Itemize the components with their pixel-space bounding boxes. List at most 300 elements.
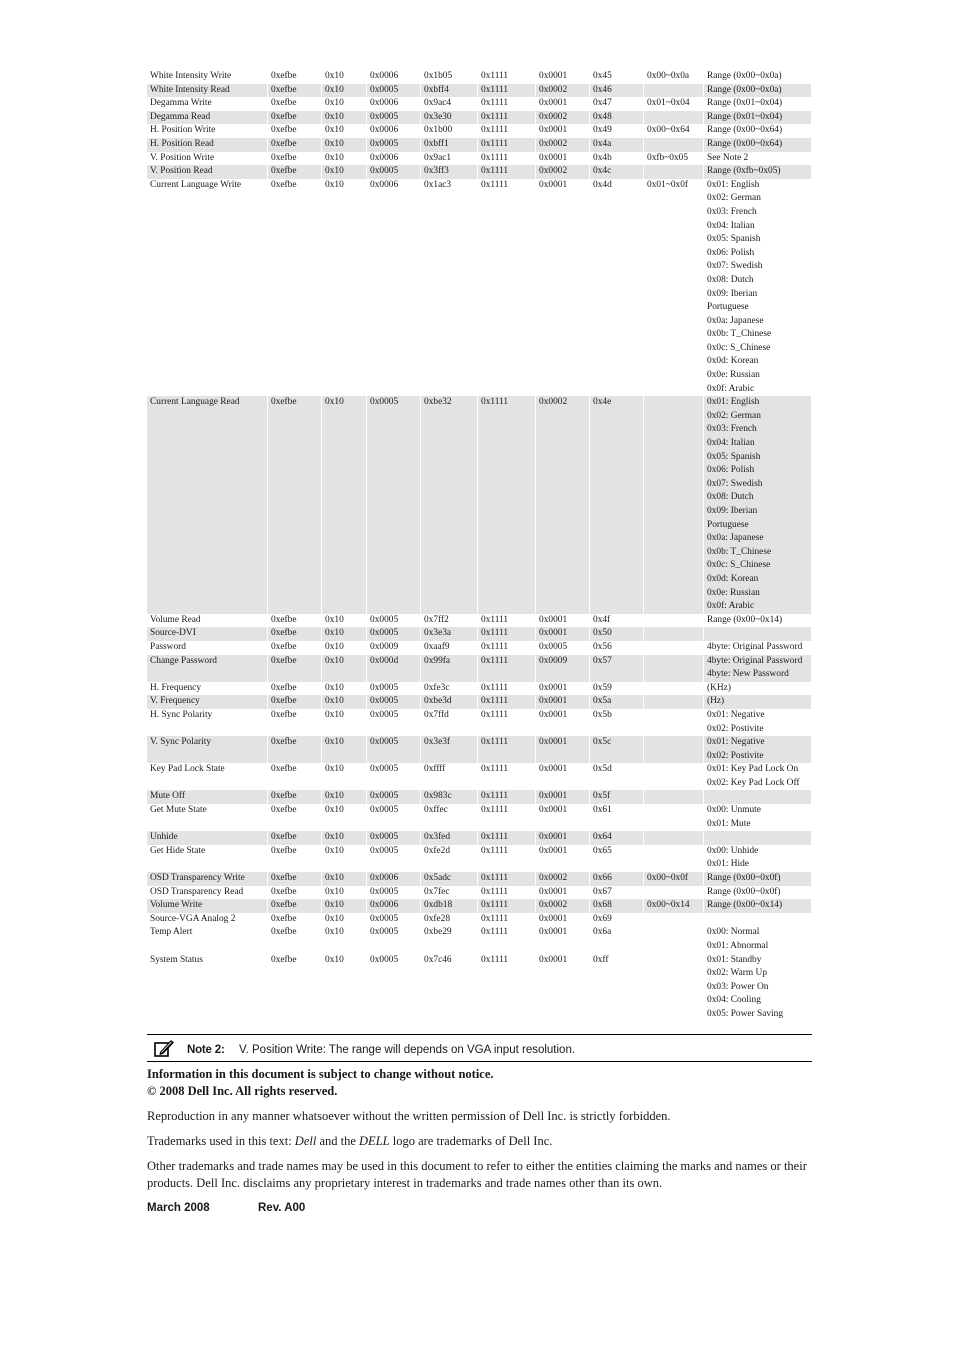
header-cell: 0xefbe [268, 763, 322, 790]
description-cell [704, 627, 812, 641]
command-name: V. Sync Polarity [147, 736, 268, 763]
command-name: Key Pad Lock State [147, 763, 268, 790]
code-cell: 0x5c [590, 736, 644, 763]
description-cell: 0x01: Negative 0x02: Postivite [704, 709, 812, 736]
command-table-wrapper [147, 70, 812, 1022]
checksum-cell: 0xffff [421, 763, 478, 790]
command-name: H. Sync Polarity [147, 709, 268, 736]
subcommand-cell: 0x0002 [536, 138, 590, 152]
value-range-cell [644, 84, 704, 98]
description-cell: 4byte: Original Password 4byte: New Password [704, 655, 812, 682]
table-row [147, 124, 812, 138]
data-length-cell: 0x0006 [367, 152, 421, 166]
id-cell: 0x1111 [478, 804, 536, 831]
header-cell: 0xefbe [268, 138, 322, 152]
command-name: Temp Alert [147, 926, 268, 953]
description-cell: Range (0x00~0x0f) [704, 872, 812, 886]
header-cell: 0xefbe [268, 804, 322, 831]
subcommand-cell: 0x0002 [536, 165, 590, 179]
command-name: Current Language Read [147, 396, 268, 614]
subcommand-cell: 0x0002 [536, 899, 590, 913]
document-date-revision [147, 1202, 305, 1214]
value-range-cell: 0x00~0x64 [644, 124, 704, 138]
table-row [147, 627, 812, 641]
subcommand-cell: 0x0001 [536, 886, 590, 900]
description-cell: Range (0x00~0x0f) [704, 886, 812, 900]
code-cell: 0x46 [590, 84, 644, 98]
code-cell: 0x4d [590, 179, 644, 397]
value-range-cell [644, 641, 704, 655]
id-cell: 0x1111 [478, 695, 536, 709]
checksum-cell: 0x3ff3 [421, 165, 478, 179]
data-length-cell: 0x0005 [367, 790, 421, 804]
command-name: Volume Read [147, 614, 268, 628]
command-name: Source-DVI [147, 627, 268, 641]
length-field-cell: 0x10 [322, 790, 367, 804]
header-cell: 0xefbe [268, 790, 322, 804]
code-cell: 0x50 [590, 627, 644, 641]
header-cell: 0xefbe [268, 709, 322, 736]
checksum-cell: 0xbff4 [421, 84, 478, 98]
command-name: Degamma Read [147, 111, 268, 125]
length-field-cell: 0x10 [322, 655, 367, 682]
id-cell: 0x1111 [478, 124, 536, 138]
command-name: Get Hide State [147, 845, 268, 872]
length-field-cell: 0x10 [322, 709, 367, 736]
value-range-cell [644, 709, 704, 736]
id-cell: 0x1111 [478, 70, 536, 84]
command-name: Current Language Write [147, 179, 268, 397]
description-cell: 0x01: English 0x02: German 0x03: French 0x04: Italian 0x05: Spanish 0x06: Polish 0x07: Swedish 0x08: Dutch 0x09: Iberian Portuguese 0x0a: Japanese 0x0b: T_Chinese 0x0c: S_Chinese 0x0d: Korean 0x0e: Russian 0x0f: Arabic [704, 396, 812, 614]
subcommand-cell: 0x0001 [536, 831, 590, 845]
code-cell: 0x68 [590, 899, 644, 913]
header-cell: 0xefbe [268, 655, 322, 682]
code-cell: 0x47 [590, 97, 644, 111]
table-row [147, 709, 812, 736]
id-cell: 0x1111 [478, 763, 536, 790]
length-field-cell: 0x10 [322, 926, 367, 953]
command-name: OSD Transparency Write [147, 872, 268, 886]
checksum-cell: 0xbff1 [421, 138, 478, 152]
subcommand-cell: 0x0002 [536, 111, 590, 125]
header-cell: 0xefbe [268, 845, 322, 872]
checksum-cell: 0xbe29 [421, 926, 478, 953]
value-range-cell [644, 913, 704, 927]
value-range-cell: 0x00~0x0f [644, 872, 704, 886]
header-cell: 0xefbe [268, 926, 322, 953]
id-cell: 0x1111 [478, 179, 536, 397]
length-field-cell: 0x10 [322, 84, 367, 98]
table-row [147, 804, 812, 831]
trademark-dell: Dell [294, 1134, 317, 1148]
notice-line-1: Information in this document is subject to change without notice. [147, 1067, 494, 1081]
table-row [147, 111, 812, 125]
description-cell: Range (0x00~0x0a) [704, 84, 812, 98]
description-cell: 0x00: Unhide 0x01: Hide [704, 845, 812, 872]
subcommand-cell: 0x0001 [536, 682, 590, 696]
length-field-cell: 0x10 [322, 627, 367, 641]
checksum-cell: 0x3e3f [421, 736, 478, 763]
table-row [147, 152, 812, 166]
command-name: White Intensity Write [147, 70, 268, 84]
length-field-cell: 0x10 [322, 872, 367, 886]
data-length-cell: 0x0005 [367, 709, 421, 736]
command-name: System Status [147, 954, 268, 1022]
header-cell: 0xefbe [268, 179, 322, 397]
checksum-cell: 0xfe28 [421, 913, 478, 927]
description-cell: (KHz) [704, 682, 812, 696]
code-cell: 0x57 [590, 655, 644, 682]
data-length-cell: 0x0006 [367, 179, 421, 397]
length-field-cell: 0x10 [322, 111, 367, 125]
description-cell: 0x01: English 0x02: German 0x03: French 0x04: Italian 0x05: Spanish 0x06: Polish 0x07: Swedish 0x08: Dutch 0x09: Iberian Portuguese 0x0a: Japanese 0x0b: T_Chinese 0x0c: S_Chinese 0x0d: Korean 0x0e: Russian 0x0f: Arabic [704, 179, 812, 397]
id-cell: 0x1111 [478, 790, 536, 804]
length-field-cell: 0x10 [322, 899, 367, 913]
id-cell: 0x1111 [478, 886, 536, 900]
value-range-cell [644, 165, 704, 179]
value-range-cell [644, 655, 704, 682]
length-field-cell: 0x10 [322, 682, 367, 696]
checksum-cell: 0x1ac3 [421, 179, 478, 397]
id-cell: 0x1111 [478, 872, 536, 886]
checksum-cell: 0x7c46 [421, 954, 478, 1022]
table-row [147, 695, 812, 709]
value-range-cell [644, 790, 704, 804]
id-cell: 0x1111 [478, 165, 536, 179]
trademark-dell-logo: DELL [359, 1134, 390, 1148]
data-length-cell: 0x000d [367, 655, 421, 682]
code-cell: 0x6a [590, 926, 644, 953]
subcommand-cell: 0x0001 [536, 152, 590, 166]
id-cell: 0x1111 [478, 655, 536, 682]
data-length-cell: 0x0009 [367, 641, 421, 655]
description-cell: 0x01: Standby 0x02: Warm Up 0x03: Power On 0x04: Cooling 0x05: Power Saving [704, 954, 812, 1022]
length-field-cell: 0x10 [322, 954, 367, 1022]
header-cell: 0xefbe [268, 627, 322, 641]
id-cell: 0x1111 [478, 84, 536, 98]
id-cell: 0x1111 [478, 97, 536, 111]
length-field-cell: 0x10 [322, 124, 367, 138]
command-name: Unhide [147, 831, 268, 845]
description-cell: See Note 2 [704, 152, 812, 166]
code-cell: 0x5d [590, 763, 644, 790]
data-length-cell: 0x0005 [367, 926, 421, 953]
data-length-cell: 0x0006 [367, 872, 421, 886]
checksum-cell: 0x7ffd [421, 709, 478, 736]
subcommand-cell: 0x0005 [536, 641, 590, 655]
code-cell: 0x4b [590, 152, 644, 166]
id-cell: 0x1111 [478, 913, 536, 927]
pencil-note-icon [153, 1038, 175, 1058]
trademarks-and-the: and the [316, 1134, 360, 1148]
header-cell: 0xefbe [268, 641, 322, 655]
data-length-cell: 0x0005 [367, 845, 421, 872]
code-cell: 0x67 [590, 886, 644, 900]
length-field-cell: 0x10 [322, 165, 367, 179]
command-name: OSD Transparency Read [147, 886, 268, 900]
table-row [147, 926, 812, 953]
code-cell: 0x5b [590, 709, 644, 736]
subcommand-cell: 0x0001 [536, 913, 590, 927]
subcommand-cell: 0x0002 [536, 84, 590, 98]
header-cell: 0xefbe [268, 695, 322, 709]
description-cell: Range (0x00~0x14) [704, 614, 812, 628]
data-length-cell: 0x0005 [367, 736, 421, 763]
checksum-cell: 0x1b00 [421, 124, 478, 138]
value-range-cell [644, 926, 704, 953]
length-field-cell: 0x10 [322, 913, 367, 927]
table-row [147, 899, 812, 913]
length-field-cell: 0x10 [322, 695, 367, 709]
data-length-cell: 0x0006 [367, 899, 421, 913]
length-field-cell: 0x10 [322, 614, 367, 628]
value-range-cell: 0x00~0x14 [644, 899, 704, 913]
checksum-cell: 0x3e30 [421, 111, 478, 125]
data-length-cell: 0x0005 [367, 165, 421, 179]
header-cell: 0xefbe [268, 111, 322, 125]
id-cell: 0x1111 [478, 926, 536, 953]
id-cell: 0x1111 [478, 845, 536, 872]
length-field-cell: 0x10 [322, 831, 367, 845]
checksum-cell: 0x7ff2 [421, 614, 478, 628]
checksum-cell: 0x983c [421, 790, 478, 804]
table-row [147, 614, 812, 628]
subcommand-cell: 0x0001 [536, 926, 590, 953]
value-range-cell: 0xfb~0x05 [644, 152, 704, 166]
table-row [147, 736, 812, 763]
subcommand-cell: 0x0002 [536, 396, 590, 614]
subcommand-cell: 0x0001 [536, 845, 590, 872]
value-range-cell [644, 886, 704, 900]
description-cell: 4byte: Original Password [704, 641, 812, 655]
code-cell: 0x45 [590, 70, 644, 84]
length-field-cell: 0x10 [322, 736, 367, 763]
reproduction-notice: Reproduction in any manner whatsoever without the written permission of Dell Inc. is strictly forbidden. [147, 1109, 671, 1123]
subcommand-cell: 0x0001 [536, 763, 590, 790]
table-row [147, 954, 812, 1022]
command-name: Volume Write [147, 899, 268, 913]
header-cell: 0xefbe [268, 913, 322, 927]
code-cell: 0x4c [590, 165, 644, 179]
code-cell: 0x56 [590, 641, 644, 655]
id-cell: 0x1111 [478, 614, 536, 628]
document-revision: Rev. A00 [258, 1202, 306, 1214]
table-row [147, 97, 812, 111]
value-range-cell [644, 614, 704, 628]
header-cell: 0xefbe [268, 899, 322, 913]
code-cell: 0x69 [590, 913, 644, 927]
trademarks-suffix: logo are trademarks of Dell Inc. [389, 1134, 553, 1148]
header-cell: 0xefbe [268, 831, 322, 845]
code-cell: 0x65 [590, 845, 644, 872]
length-field-cell: 0x10 [322, 845, 367, 872]
header-cell: 0xefbe [268, 84, 322, 98]
command-name: Mute Off [147, 790, 268, 804]
checksum-cell: 0x1b05 [421, 70, 478, 84]
checksum-cell: 0xbe32 [421, 396, 478, 614]
id-cell: 0x1111 [478, 138, 536, 152]
header-cell: 0xefbe [268, 736, 322, 763]
description-cell [704, 831, 812, 845]
subcommand-cell: 0x0001 [536, 736, 590, 763]
subcommand-cell: 0x0001 [536, 804, 590, 831]
code-cell: 0x4f [590, 614, 644, 628]
description-cell: Range (0x00~0x14) [704, 899, 812, 913]
table-row [147, 682, 812, 696]
value-range-cell [644, 627, 704, 641]
length-field-cell: 0x10 [322, 641, 367, 655]
checksum-cell: 0x9ac4 [421, 97, 478, 111]
id-cell: 0x1111 [478, 831, 536, 845]
data-length-cell: 0x0005 [367, 682, 421, 696]
subcommand-cell: 0x0001 [536, 954, 590, 1022]
data-length-cell: 0x0005 [367, 695, 421, 709]
subcommand-cell: 0x0001 [536, 97, 590, 111]
code-cell: 0x61 [590, 804, 644, 831]
table-row [147, 396, 812, 614]
data-length-cell: 0x0005 [367, 831, 421, 845]
value-range-cell [644, 954, 704, 1022]
id-cell: 0x1111 [478, 709, 536, 736]
description-cell: Range (0xfb~0x05) [704, 165, 812, 179]
value-range-cell: 0x00~0x0a [644, 70, 704, 84]
data-length-cell: 0x0005 [367, 138, 421, 152]
id-cell: 0x1111 [478, 682, 536, 696]
command-name: White Intensity Read [147, 84, 268, 98]
command-name: V. Position Read [147, 165, 268, 179]
command-name: Source-VGA Analog 2 [147, 913, 268, 927]
header-cell: 0xefbe [268, 165, 322, 179]
id-cell: 0x1111 [478, 152, 536, 166]
checksum-cell: 0x3fed [421, 831, 478, 845]
code-cell: 0x49 [590, 124, 644, 138]
note-label: Note 2: [187, 1044, 225, 1056]
table-row [147, 831, 812, 845]
subcommand-cell: 0x0002 [536, 872, 590, 886]
id-cell: 0x1111 [478, 736, 536, 763]
table-row [147, 913, 812, 927]
command-name: Change Password [147, 655, 268, 682]
value-range-cell [644, 111, 704, 125]
note-box [147, 1034, 812, 1062]
header-cell: 0xefbe [268, 614, 322, 628]
header-cell: 0xefbe [268, 954, 322, 1022]
description-cell [704, 913, 812, 927]
value-range-cell [644, 695, 704, 709]
document-date: March 2008 [147, 1202, 210, 1214]
value-range-cell [644, 682, 704, 696]
trademarks-notice [147, 1133, 847, 1150]
table-row [147, 641, 812, 655]
checksum-cell: 0xaaf9 [421, 641, 478, 655]
header-cell: 0xefbe [268, 124, 322, 138]
length-field-cell: 0x10 [322, 804, 367, 831]
value-range-cell [644, 845, 704, 872]
table-row [147, 790, 812, 804]
command-name: Get Mute State [147, 804, 268, 831]
code-cell: 0x66 [590, 872, 644, 886]
checksum-cell: 0x5adc [421, 872, 478, 886]
code-cell: 0xff [590, 954, 644, 1022]
checksum-cell: 0x3e3a [421, 627, 478, 641]
data-length-cell: 0x0005 [367, 614, 421, 628]
command-name: Degamma Write [147, 97, 268, 111]
checksum-cell: 0x7fec [421, 886, 478, 900]
data-length-cell: 0x0005 [367, 804, 421, 831]
description-cell: 0x00: Unmute 0x01: Mute [704, 804, 812, 831]
description-cell: Range (0x01~0x04) [704, 97, 812, 111]
description-cell: 0x00: Normal 0x01: Abnormal [704, 926, 812, 953]
checksum-cell: 0x9ac1 [421, 152, 478, 166]
code-cell: 0x4e [590, 396, 644, 614]
subcommand-cell: 0x0009 [536, 655, 590, 682]
code-cell: 0x4a [590, 138, 644, 152]
other-trademarks-notice: Other trademarks and trade names may be used in this document to refer to either the entities claiming the marks and names or their products. Dell Inc. disclaims any proprietary interest in trademarks and trade names other than its own. [147, 1159, 807, 1190]
subcommand-cell: 0x0001 [536, 179, 590, 397]
value-range-cell [644, 804, 704, 831]
id-cell: 0x1111 [478, 111, 536, 125]
description-cell: (Hz) [704, 695, 812, 709]
note-text: V. Position Write: The range will depends on VGA input resolution. [239, 1044, 576, 1056]
code-cell: 0x48 [590, 111, 644, 125]
table-row [147, 165, 812, 179]
header-cell: 0xefbe [268, 682, 322, 696]
header-cell: 0xefbe [268, 152, 322, 166]
checksum-cell: 0xbe3d [421, 695, 478, 709]
length-field-cell: 0x10 [322, 138, 367, 152]
length-field-cell: 0x10 [322, 886, 367, 900]
subcommand-cell: 0x0001 [536, 790, 590, 804]
value-range-cell: 0x01~0x0f [644, 179, 704, 397]
value-range-cell [644, 138, 704, 152]
length-field-cell: 0x10 [322, 70, 367, 84]
table-row [147, 886, 812, 900]
trademarks-prefix: Trademarks used in this text: [147, 1134, 295, 1148]
subcommand-cell: 0x0001 [536, 709, 590, 736]
subcommand-cell: 0x0001 [536, 695, 590, 709]
length-field-cell: 0x10 [322, 97, 367, 111]
data-length-cell: 0x0006 [367, 124, 421, 138]
header-cell: 0xefbe [268, 97, 322, 111]
data-length-cell: 0x0006 [367, 70, 421, 84]
code-cell: 0x64 [590, 831, 644, 845]
command-name: Password [147, 641, 268, 655]
value-range-cell [644, 396, 704, 614]
description-cell [704, 790, 812, 804]
description-cell: 0x01: Key Pad Lock On 0x02: Key Pad Lock Off [704, 763, 812, 790]
checksum-cell: 0xffec [421, 804, 478, 831]
command-name: H. Frequency [147, 682, 268, 696]
command-name: V. Position Write [147, 152, 268, 166]
length-field-cell: 0x10 [322, 152, 367, 166]
data-length-cell: 0x0005 [367, 913, 421, 927]
id-cell: 0x1111 [478, 396, 536, 614]
header-cell: 0xefbe [268, 872, 322, 886]
code-cell: 0x5a [590, 695, 644, 709]
checksum-cell: 0xfe2d [421, 845, 478, 872]
table-row [147, 872, 812, 886]
copyright-line: © 2008 Dell Inc. All rights reserved. [147, 1084, 338, 1098]
length-field-cell: 0x10 [322, 396, 367, 614]
table-row [147, 70, 812, 84]
subcommand-cell: 0x0001 [536, 627, 590, 641]
value-range-cell: 0x01~0x04 [644, 97, 704, 111]
data-length-cell: 0x0005 [367, 763, 421, 790]
id-cell: 0x1111 [478, 954, 536, 1022]
table-row [147, 763, 812, 790]
code-cell: 0x5f [590, 790, 644, 804]
legal-footer [147, 1066, 847, 1192]
